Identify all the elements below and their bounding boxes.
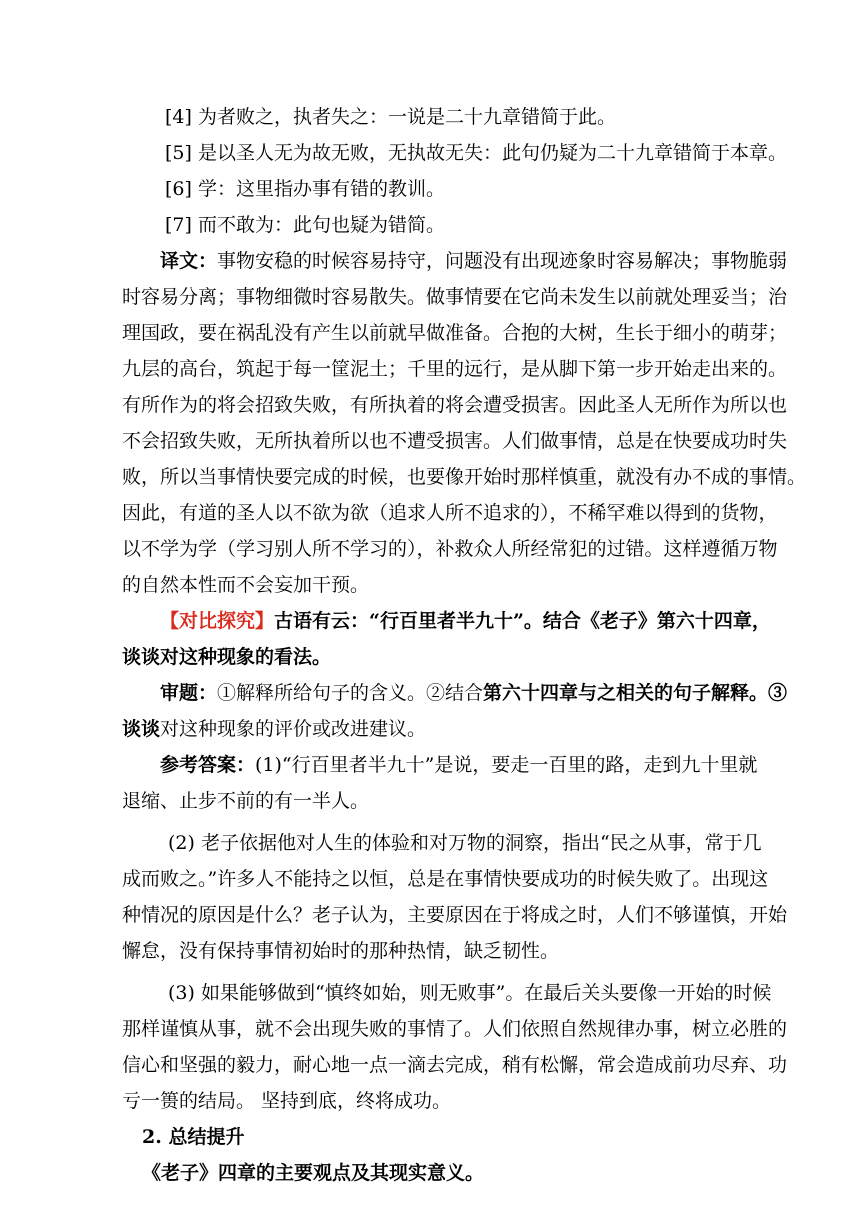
answer-p3-line: 亏一篑的结局。 坚持到底，终将成功。 <box>122 1090 452 1112</box>
answer-p2-line: 懈怠，没有保持事情初始时的那种热情，缺乏韧性。 <box>122 940 560 962</box>
analysis-label: 审题： <box>160 682 218 704</box>
analysis-line-2 <box>122 716 426 742</box>
note-7: [7] 而不敢为：此句也疑为错简。 <box>165 214 445 236</box>
answer-p3-line: (3) 如果能够做到“慎终如始，则无败事”。在最后关头要像一开始的时候 <box>168 982 772 1004</box>
answer-p1-line-2: 退缩、止步不前的有一半人。 <box>122 790 370 812</box>
analysis-text-a: ①解释所给句子的含义。②结合 <box>217 682 484 704</box>
translation-label: 译文： <box>160 250 218 272</box>
analysis-text-c: 谈谈 <box>122 718 161 740</box>
analysis-text-b: 第六十四章与之相关的句子解释。③ <box>483 682 788 704</box>
translation-line: 理国政，要在祸乱没有产生以前就早做准备。合抱的大树，生长于细小的萌芽； <box>122 322 788 344</box>
answer-p3-line: 信心和坚强的毅力，耐心地一点一滴去完成，稍有松懈，常会造成前功尽弃、功 <box>122 1054 788 1076</box>
note-6: [6] 学：这里指办事有错的教训。 <box>165 178 445 200</box>
answer-p2-line: (2) 老子依据他对人生的体验和对万物的洞察，指出“民之从事，常于几 <box>168 832 762 854</box>
translation-text: 事物安稳的时候容易持守，问题没有出现迹象时容易解决；事物脆弱 <box>217 250 788 272</box>
translation-line: 以不学为学（学习别人所不学习的），补救众人所经常犯的过错。这样遵循万物 <box>122 538 778 560</box>
answer-p1-text: (1)“行百里者半九十”是说，要走一百里的路，走到九十里就 <box>255 754 758 776</box>
inquiry-line-1: 古语有云：“行百里者半九十”。结合《老子》第六十四章， <box>274 610 771 632</box>
answer-p1-line-1 <box>160 752 757 778</box>
translation-line: 因此，有道的圣人以不欲为欲（追求人所不追求的），不稀罕难以得到的货物， <box>122 502 778 524</box>
translation-line: 败，所以当事情快要完成的时候，也要像开始时那样慎重，就没有办不成的事情。 <box>122 466 807 488</box>
translation-line: 有所作为的将会招致失败，有所执着的将会遭受损害。因此圣人无所作为所以也 <box>122 394 788 416</box>
note-5: [5] 是以圣人无为故无败，无执故无失：此句仍疑为二十九章错简于本章。 <box>165 142 787 164</box>
translation-line: 时容易分离；事物细微时容易散失。做事情要在它尚未发生以前就处理妥当；治 <box>122 286 788 308</box>
answer-p2-line: 成而败之。”许多人不能持之以恒，总是在事情快要成功的时候失败了。出现这 <box>122 868 769 890</box>
translation-line: 不会招致失败，无所执着所以也不遭受损害。人们做事情，总是在快要成功时失 <box>122 430 788 452</box>
answer-p3-line: 那样谨慎从事，就不会出现失败的事情了。人们依照自然规律办事，树立必胜的 <box>122 1018 788 1040</box>
inquiry-line-2: 谈谈对这种现象的看法。 <box>122 646 332 668</box>
analysis-text-d: 对这种现象的评价或改进建议。 <box>160 718 427 740</box>
translation-first-line <box>160 248 787 274</box>
analysis-line-1 <box>160 680 787 706</box>
inquiry-tag: 【对比探究】 <box>160 610 275 632</box>
inquiry-question <box>160 608 771 634</box>
translation-line: 九层的高台，筑起于每一筐泥土；千里的远行，是从脚下第一步开始走出来的。 <box>122 358 788 380</box>
translation-line: 的自然本性而不会妄加干预。 <box>122 574 370 596</box>
section-subheading: 《老子》四章的主要观点及其现实意义。 <box>142 1162 485 1184</box>
answer-p2-line: 种情况的原因是什么？老子认为，主要原因在于将成之时，人们不够谨慎，开始 <box>122 904 788 926</box>
note-4: [4] 为者败之，执者失之：一说是二十九章错简于此。 <box>165 106 616 128</box>
section-heading: 2. 总结提升 <box>142 1126 245 1148</box>
answer-label: 参考答案： <box>160 754 256 776</box>
